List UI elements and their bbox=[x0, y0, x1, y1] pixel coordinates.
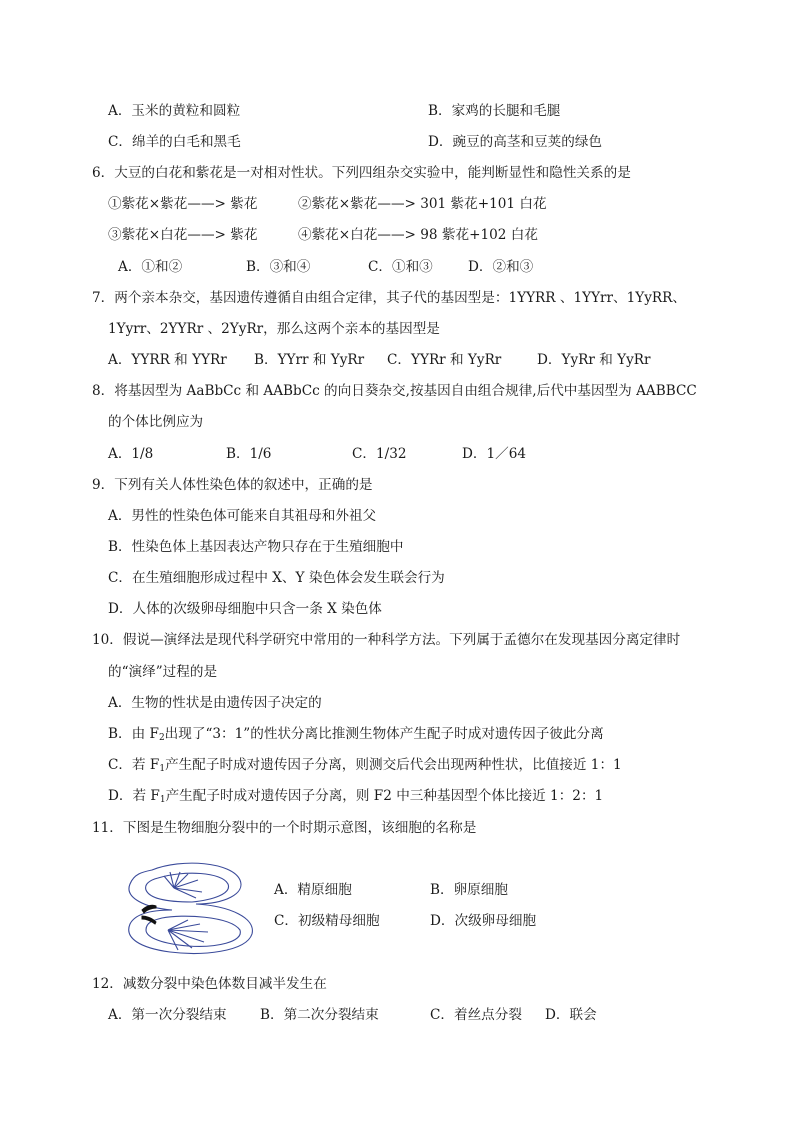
q7-option-b: B．YYrr 和 YyRr bbox=[254, 352, 365, 368]
q8-option-a: A．1/8 bbox=[108, 446, 154, 462]
q10-option-c bbox=[108, 755, 622, 779]
q10-option-b bbox=[108, 724, 604, 748]
q8-stem-line-2: 的个体比例应为 bbox=[108, 414, 204, 430]
q10-option-a: A．生物的性状是由遗传因子决定的 bbox=[108, 695, 322, 711]
q9-option-a: A．男性的性染色体可能来自其祖母和外祖父 bbox=[108, 508, 377, 524]
q9-option-c: C．在生殖细胞形成过程中 X、Y 染色体会发生联会行为 bbox=[108, 570, 445, 586]
q10-option-c-text: 产生配子时成对遗传因子分离，则测交后代会出现两种性状，比值接近 1：1 bbox=[165, 757, 622, 773]
q6-experiment-3: ③紫花×白花——> 紫花 bbox=[108, 227, 258, 243]
q7-stem-line-2: 1Yyrr、2YYRr 、2YyRr，那么这两个亲本的基因型是 bbox=[108, 321, 440, 337]
q10-option-d-prefix: D．若 F bbox=[108, 788, 160, 804]
q9-stem: 9．下列有关人体性染色体的叙述中，正确的是 bbox=[92, 477, 373, 493]
q8-option-c: C．1/32 bbox=[352, 446, 407, 462]
q11-stem: 11．下图是生物细胞分裂中的一个时期示意图，该细胞的名称是 bbox=[92, 820, 477, 836]
q12-option-a: A．第一次分裂结束 bbox=[108, 1007, 227, 1023]
upper-spindle-fibers bbox=[164, 872, 202, 898]
q12-option-d: D．联会 bbox=[545, 1007, 597, 1023]
cell-division-diagram bbox=[112, 858, 262, 958]
q10-option-d-subscript: 1 bbox=[159, 795, 166, 805]
q7-option-d: D．YyRr 和 YyRr bbox=[537, 352, 651, 368]
q6-experiment-2: ②紫花×紫花——> 301 紫花+101 白花 bbox=[298, 196, 547, 212]
upper-inner-contour bbox=[146, 873, 229, 902]
q6-experiment-1: ①紫花×紫花——> 紫花 bbox=[108, 196, 258, 212]
q11-option-c: C．初级精母细胞 bbox=[274, 913, 380, 929]
q10-option-c-prefix: C．若 F bbox=[108, 757, 160, 773]
q6-option-b: B．③和④ bbox=[246, 259, 311, 275]
q10-stem-line-2: 的“演绎”过程的是 bbox=[108, 664, 218, 680]
q7-option-c: C．YYRr 和 YyRr bbox=[387, 352, 502, 368]
q11-option-a: A．精原细胞 bbox=[274, 882, 352, 898]
q11-option-b: B．卵原细胞 bbox=[430, 882, 508, 898]
q8-stem-line-1: 8．将基因型为 AaBbCc 和 AABbCc 的向日葵杂交,按基因自由组合规律,后代中基因型为 AABBCC bbox=[92, 383, 697, 399]
q10-option-c-subscript: 1 bbox=[159, 764, 166, 774]
q6-stem: 6．大豆的白花和紫花是一对相对性状。下列四组杂交实验中，能判断显性和隐性关系的是 bbox=[92, 165, 631, 181]
q6-experiment-4: ④紫花×白花——> 98 紫花+102 白花 bbox=[298, 227, 538, 243]
q6-option-c: C．①和③ bbox=[368, 259, 433, 275]
q5-option-a: A．玉米的黄粒和圆粒 bbox=[108, 103, 241, 119]
chromosomes-group bbox=[142, 905, 156, 924]
q10-stem-line-1: 10．假说—演绎法是现代科学研究中常用的一种科学方法。下列属于孟德尔在发现基因分离定律时 bbox=[92, 632, 681, 648]
q10-option-b-prefix: B．由 F bbox=[108, 726, 159, 742]
q5-option-c: C．绵羊的白毛和黑毛 bbox=[108, 134, 241, 150]
q5-option-b: B．家鸡的长腿和毛腿 bbox=[428, 103, 561, 119]
q9-option-b: B．性染色体上基因表达产物只存在于生殖细胞中 bbox=[108, 539, 404, 555]
q10-option-d bbox=[108, 786, 603, 810]
q10-option-b-subscript: 2 bbox=[158, 733, 165, 743]
q10-option-d-text: 产生配子时成对遗传因子分离，则 F2 中三种基因型个体比接近 1：2：1 bbox=[165, 788, 604, 804]
q8-option-b: B．1/6 bbox=[226, 446, 272, 462]
q5-option-d: D．豌豆的高茎和豆荚的绿色 bbox=[428, 134, 603, 150]
q7-option-a: A．YYRR 和 YYRr bbox=[108, 352, 227, 368]
q8-option-d: D．1／64 bbox=[462, 446, 527, 462]
q10-option-b-text: 出现了“3：1”的性状分离比推测生物体产生配子时成对遗传因子彼此分离 bbox=[164, 726, 604, 742]
q6-option-a: A．①和② bbox=[118, 259, 183, 275]
q11-option-d: D．次级卵母细胞 bbox=[430, 913, 537, 929]
q9-option-d: D．人体的次级卵母细胞中只含一条 X 染色体 bbox=[108, 601, 382, 617]
q6-option-d: D．②和③ bbox=[468, 259, 534, 275]
q12-option-b: B．第二次分裂结束 bbox=[260, 1007, 379, 1023]
q12-option-c: C．着丝点分裂 bbox=[430, 1007, 522, 1023]
q7-stem-line-1: 7．两个亲本杂交，基因遗传遵循自由组合定律，其子代的基因型是：1YYRR 、1YYrr、1YyRR、 bbox=[92, 290, 686, 306]
lower-spindle-fibers bbox=[168, 920, 208, 950]
q12-stem: 12．减数分裂中染色体数目减半发生在 bbox=[92, 976, 327, 992]
